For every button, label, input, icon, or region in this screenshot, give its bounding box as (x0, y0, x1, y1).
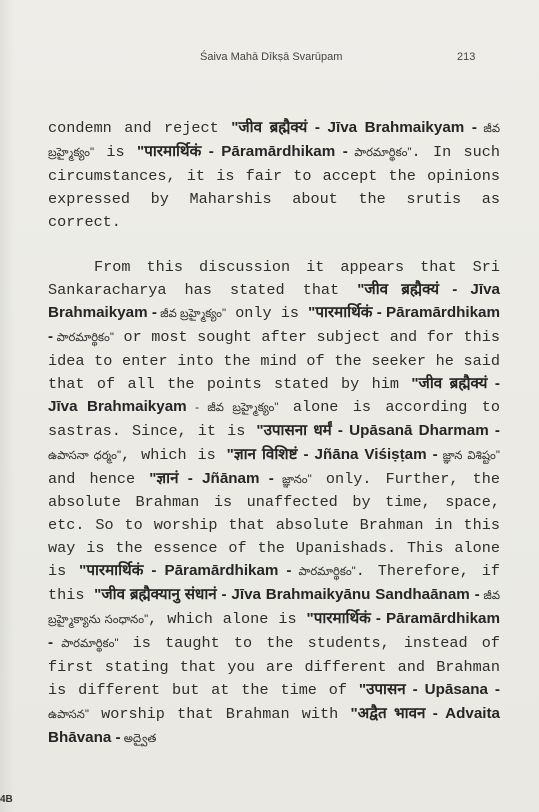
text-run: is (94, 142, 138, 161)
telugu-term: - జీవ బ్రహ్మైక్యం" (186, 401, 279, 414)
text-run: only is (226, 304, 309, 323)
text-run: . Therefore, if this (48, 562, 501, 605)
transliterated-term: "जीव ब्रह्मैक्यानु संधानं - Jīva Brahmaikyānu Sandhaānam - (94, 586, 480, 604)
page-number: 213 (457, 51, 476, 63)
telugu-term: పారమార్థికం" (53, 332, 114, 345)
telugu-term: అద్వైత (120, 732, 157, 745)
telugu-term: జీవ బ్రహ్మైక్యం" (48, 123, 501, 159)
text-run: worship that Brahman with (88, 704, 351, 723)
running-header (0, 48, 539, 68)
transliterated-term: "उपासना धर्मं - Upāsanā Dharmam - (256, 421, 500, 439)
text-run: From this discussion it appears that Sri Sankaracharya has stated that (48, 258, 500, 300)
transliterated-term: "ज्ञानं - Jñānam - (149, 469, 274, 487)
transliterated-term: "पारमार्थिकं - Pāramārdhikam - (48, 610, 500, 651)
telugu-term: ఉపాసనా ధర్మం" (48, 449, 122, 462)
text-run: is taught to the students, instead of first stating that you are different and Brahman is different but at the time of (48, 633, 500, 699)
transliterated-term: "पारमार्थिकं - Pāramārdhikam - (48, 304, 500, 346)
transliterated-term: "जीव ब्रह्मैक्यं - Jīva Brahmaikyam - (48, 281, 500, 322)
telugu-term: జీవ బ్రహ్మైక్యం" (156, 308, 227, 321)
text-run: or most sought after subject and for this idea to enter into the mind of the seeker he said that of all the points stated by him (48, 328, 500, 393)
paragraph (48, 117, 500, 234)
transliterated-term: "अद्वैत भावन - Advaita Bhāvana - (48, 704, 500, 746)
transliterated-term: "जीव ब्रह्मैक्यं - Jīva Brahmaikyam (48, 374, 500, 415)
transliterated-term: "जीव ब्रह्मैक्यं - Jīva Brahmaikyam - (231, 119, 477, 136)
text-run: , which alone is (148, 610, 307, 629)
transliterated-term: "ज्ञान विशिष्टं - Jñāna Viśiṣṭam - (226, 445, 438, 463)
telugu-term: పారమార్థికం" (347, 146, 412, 159)
transliterated-term: "पारमार्थिकं - Pāramārdhikam - (79, 562, 292, 580)
telugu-term: జ్ఞాన విశిష్టం" (437, 449, 500, 462)
telugu-term: పారమార్థికం" (291, 566, 356, 579)
transliterated-term: "उपासन - Upāsana - (358, 680, 500, 698)
telugu-term: పారమార్థికం" (53, 637, 119, 650)
corner-mark: 4B (0, 794, 13, 805)
text-run: and hence (48, 469, 150, 488)
telugu-term: జీవ బ్రహ్మైక్యాను సంధానం" (48, 590, 501, 627)
text-run: only. Further, the absolute Brahman is unaffected by time, space, etc. So to worship that absolute Brahman in this way is the essence of the Upanishads. This alone is (48, 469, 500, 581)
header-title: Śaiva Mahā Dīkṣā Svarūpam (200, 51, 343, 63)
paragraph (48, 256, 500, 750)
text-run: , which is (121, 445, 227, 464)
body-text (48, 117, 500, 750)
transliterated-term: "पारमार्थिकं - Pāramārdhikam - (137, 142, 348, 160)
text-run: condemn and reject (48, 119, 232, 137)
telugu-term: జ్ఞానం" (273, 473, 312, 486)
text-run: . In such circumstances, it is fair to accept the opinions expressed by Maharshis about the srutis as correct. (48, 142, 501, 231)
text-run: alone is according to sastras. Since, it is (48, 397, 500, 440)
telugu-term: ఉపాసన" (48, 708, 89, 721)
